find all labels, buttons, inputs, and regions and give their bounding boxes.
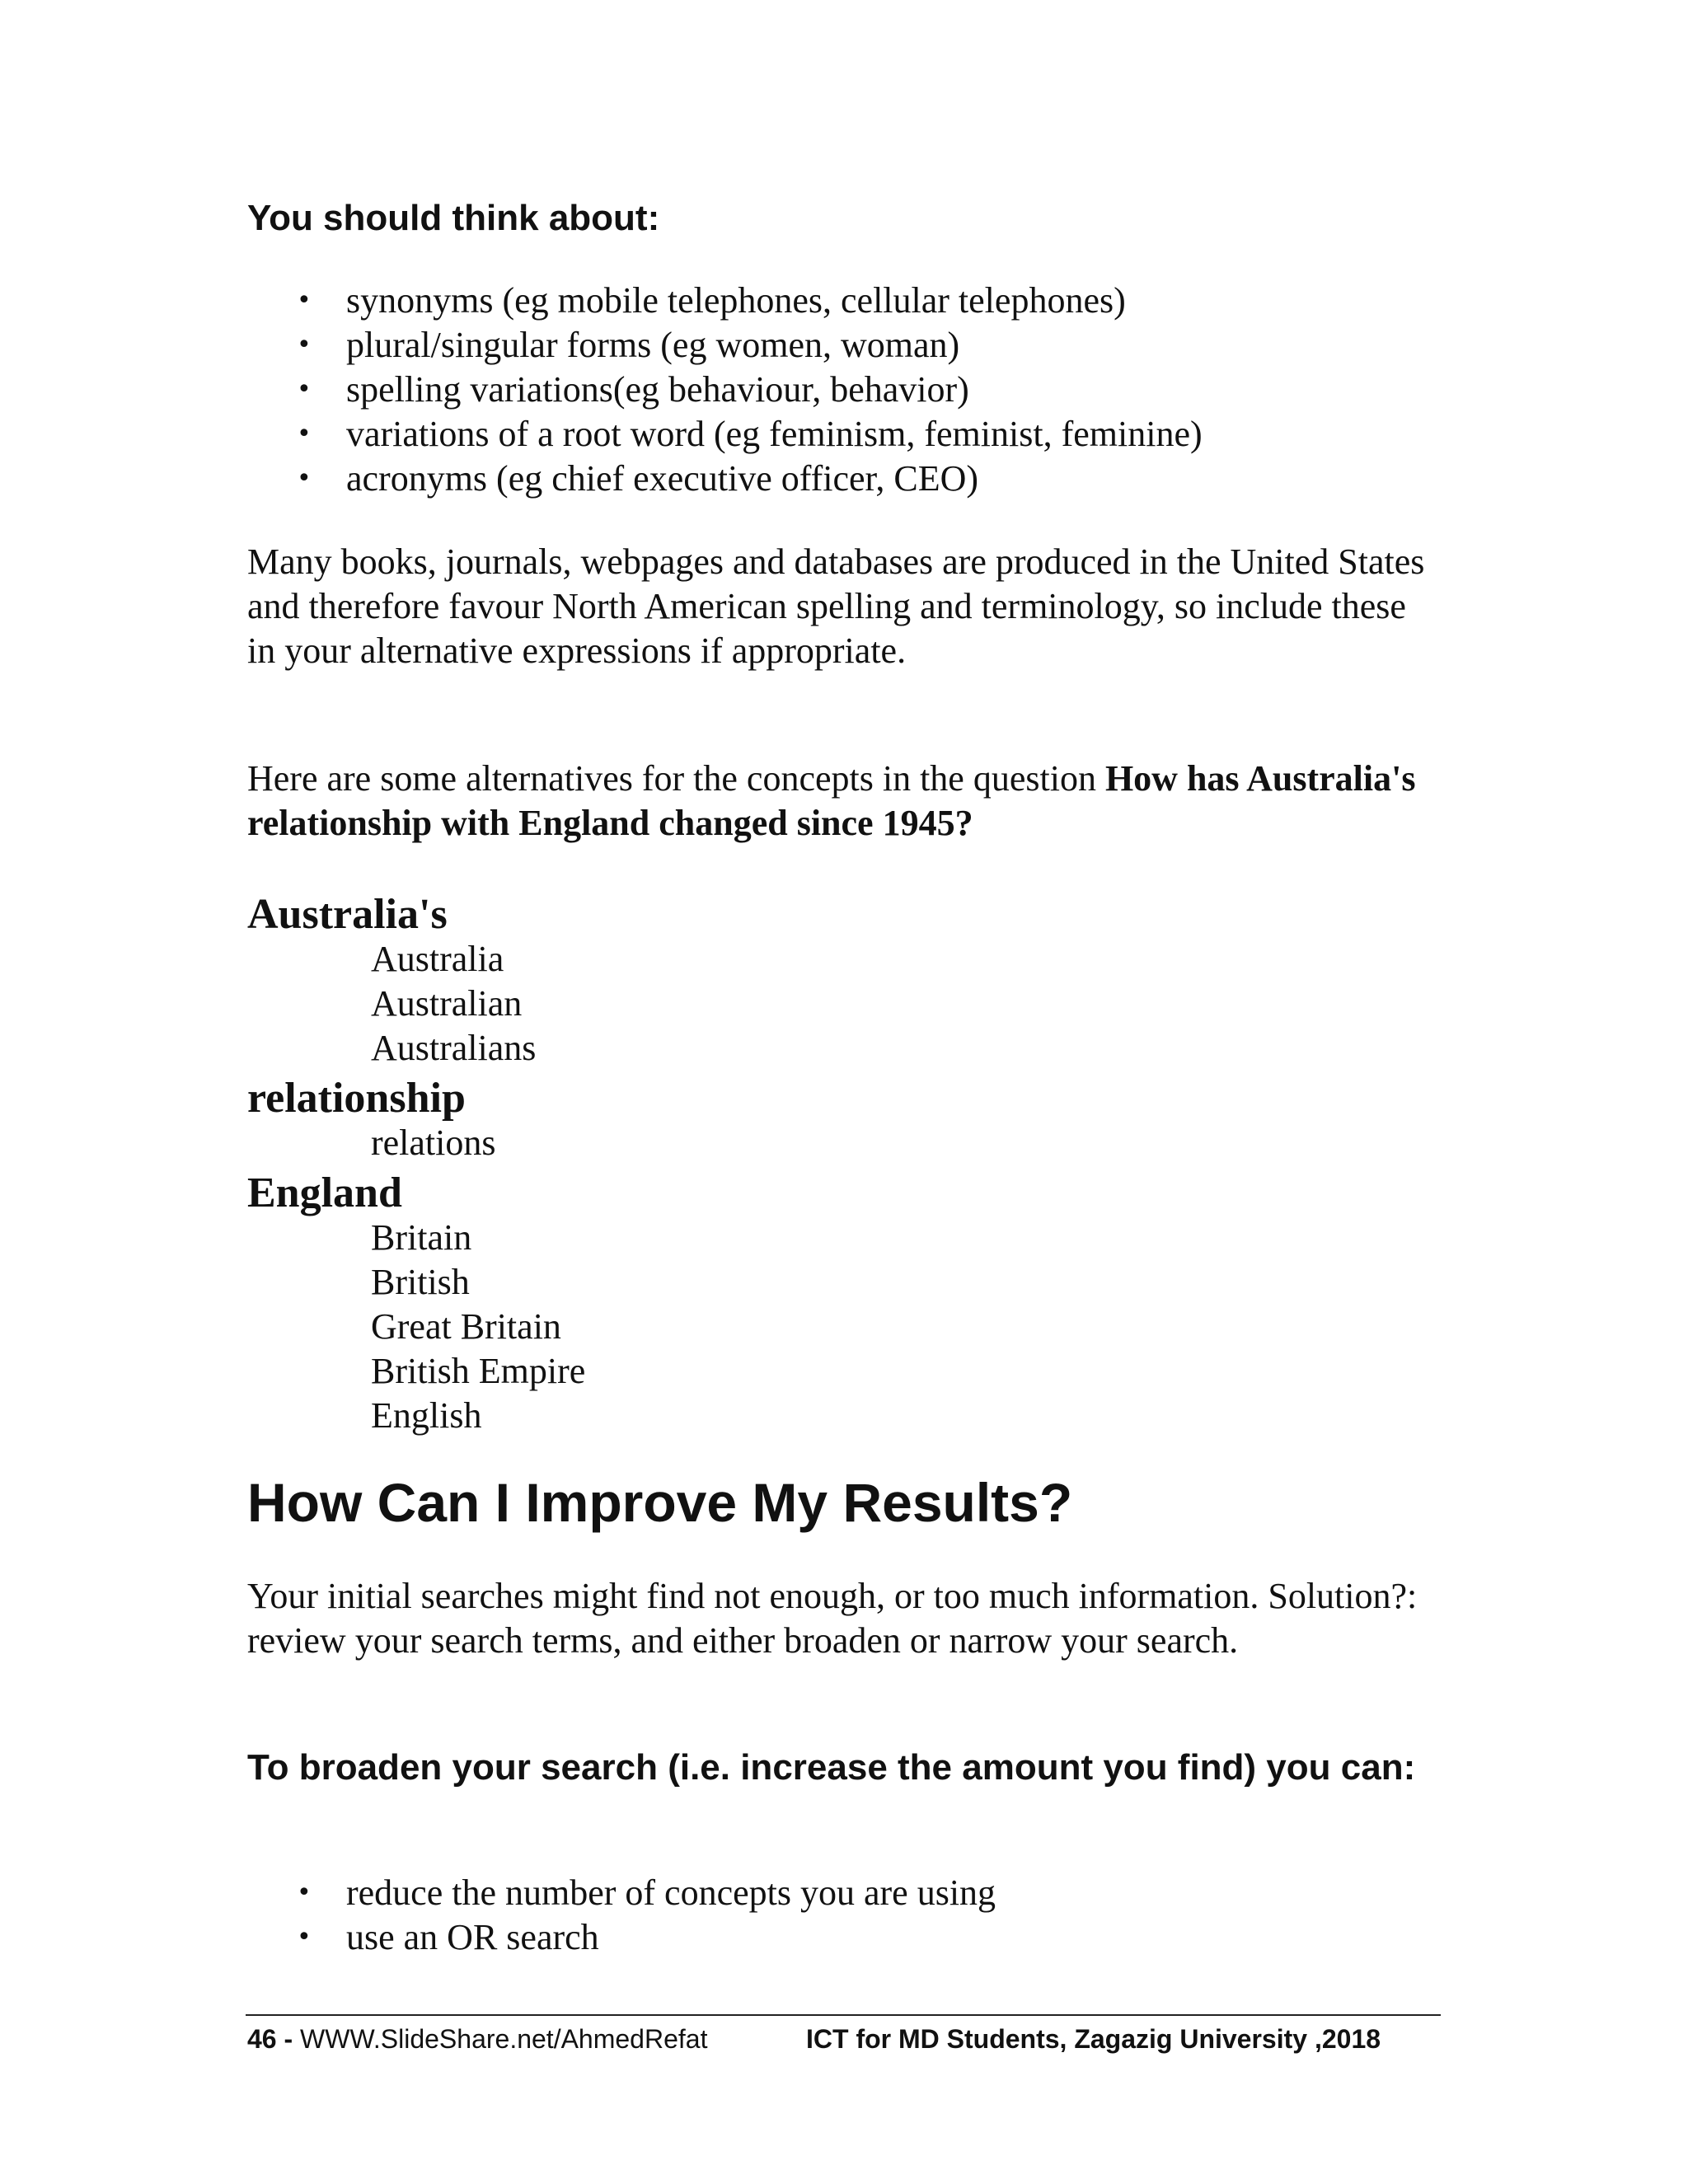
broaden-search-list (247, 1871, 996, 1960)
initial-searches-paragraph: Your initial searches might find not enough, or too much information. Solution?: review your search terms, and either broaden or narrow your search. (247, 1576, 1418, 1661)
bullet-icon: • (297, 330, 312, 359)
bullet-icon: • (297, 464, 312, 493)
list-item: Australians (371, 1028, 537, 1068)
list-item: Australian (371, 983, 523, 1024)
footer-divider (246, 2014, 1441, 2016)
bullet-icon: • (297, 1878, 312, 1907)
bullet-icon: • (297, 286, 312, 315)
list-item: • reduce the number of concepts you are using (247, 1871, 996, 1915)
bullet-icon: • (297, 375, 312, 404)
question-paragraph: Here are some alternatives for the concepts in the question How has Australia's relationship with England changed since 1945? (247, 758, 1416, 843)
bullet-icon: • (297, 1923, 312, 1952)
broaden-search-heading: To broaden your search (i.e. increase the amount you find) you can: (247, 1747, 1416, 1788)
list-item: • use an OR search (247, 1915, 996, 1960)
list-item: • acronyms (eg chief executive officer, CEO) (247, 457, 1203, 501)
list-item: • spelling variations(eg behaviour, behavior) (247, 368, 1203, 412)
question-text: How has Australia's relationship with England changed since 1945? (247, 758, 1416, 843)
list-item: relations (371, 1122, 496, 1163)
alternatives-list-relationship (371, 1121, 496, 1165)
list-item: British (371, 1262, 470, 1302)
page-number: 46 - (247, 2024, 293, 2054)
footer-course: ICT for MD Students, Zagazig University ,2018 (806, 2024, 1381, 2054)
footer-site: WWW.SlideShare.net/AhmedRefat (300, 2024, 708, 2054)
concept-australias: Australia's (247, 891, 448, 938)
spelling-paragraph: Many books, journals, webpages and databases are produced in the United States and therefore favour North American spelling and terminology, so include these in your alternative expressions if appropriate. (247, 541, 1425, 671)
concept-england: England (247, 1169, 402, 1216)
think-about-list (247, 279, 1203, 501)
list-item: • plural/singular forms (eg women, woman) (247, 323, 1203, 368)
concept-relationship: relationship (247, 1075, 466, 1122)
page-footer (247, 2021, 1442, 2057)
list-item: • variations of a root word (eg feminism, feminist, feminine) (247, 412, 1203, 457)
list-item: Great Britain (371, 1306, 561, 1347)
list-item: English (371, 1395, 482, 1436)
alternatives-list-england (371, 1216, 585, 1438)
list-item: • synonyms (eg mobile telephones, cellular telephones) (247, 279, 1203, 323)
list-item: British Empire (371, 1351, 586, 1391)
think-about-heading: You should think about: (247, 198, 660, 238)
improve-results-title: How Can I Improve My Results? (247, 1472, 1073, 1533)
alternatives-list-australias (371, 937, 536, 1071)
list-item: Britain (371, 1217, 472, 1258)
bullet-icon: • (297, 419, 312, 448)
list-item: Australia (371, 939, 504, 979)
